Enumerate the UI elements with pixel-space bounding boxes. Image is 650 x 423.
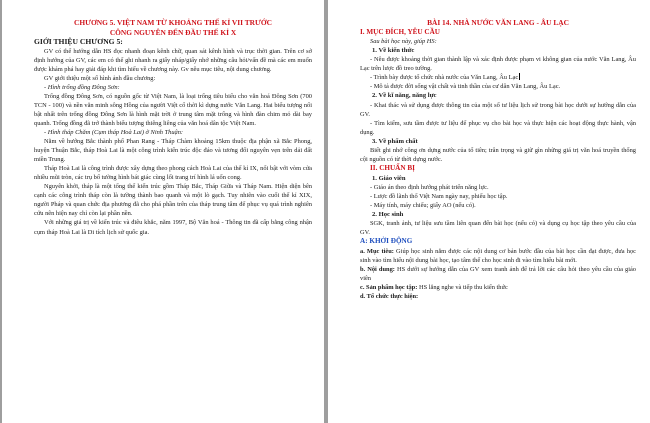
subheading: 1. Về kiến thức bbox=[372, 47, 415, 55]
image-caption-drum: - Hình trống đồng Đông Sơn: bbox=[44, 83, 120, 91]
paragraph: - Lược đồ lãnh thổ Việt Nam ngày nay, phiếu học tập. bbox=[370, 192, 508, 200]
paragraph: SGK, tranh ảnh, tư liệu sưu tầm liên quan đến bài học (nếu có) và dụng cụ học tập theo yêu cầu của GV. bbox=[360, 220, 636, 237]
paragraph: - Máy tính, máy chiếu; giấy AO (nếu có). bbox=[370, 201, 476, 209]
paragraph: Biết ghi nhớ công ơn dựng nước của tổ tiên; trân trọng và giữ gìn những giá trị văn hoá truyền thống cội nguồn có từ thời dựng nước. bbox=[360, 147, 636, 164]
subheading: 3. Về phẩm chất bbox=[372, 137, 418, 145]
product-paragraph bbox=[360, 283, 636, 292]
paragraph: Tháp Hoà Lai là công trình được xây dựng theo phong cách Hoà Lai của thế kỉ IX, nổi bật với vòm cửa nhiều mũi tròn, các trụ bổ tường hình bát giác cùng lối trang trí hình lá uốn cong. bbox=[34, 165, 312, 182]
organization-label: d. Tổ chức thực hiện: bbox=[360, 292, 419, 300]
objective-paragraph bbox=[360, 247, 636, 265]
chapter-title-line-1: CHƯƠNG 5. VIỆT NAM TỪ KHOẢNG THẾ KỈ VII TRƯỚC bbox=[74, 18, 272, 27]
lesson-title: BÀI 14. NHÀ NƯỚC VĂN LANG - ÂU LẠC bbox=[427, 18, 569, 27]
paragraph: - Nêu được khoảng thời gian thành lập và xác định được phạm vi không gian của nước Văn Lang, Âu Lạc trên lược đồ treo tường. bbox=[360, 56, 636, 73]
text: HS lắng nghe và tiếp thu kiến thức bbox=[417, 283, 508, 291]
label: a. Mục tiêu: bbox=[360, 247, 394, 255]
text: Giúp học sinh nắm được các nội dung cơ bản bước đầu của bài học cần đạt được, đưa học sinh vào tìm hiểu nội dung bài học, tạo tâm thế cho học sinh đi vào tìm hiểu bài mới. bbox=[360, 247, 636, 264]
paragraph: - Giáo án theo định hướng phát triển năng lực. bbox=[370, 183, 489, 191]
paragraph: Nguyên khởi, tháp là một tổng thể kiến trúc gồm Tháp Bắc, Tháp Giữa và Tháp Nam. Hiện diện bên cạnh các công trình tháp còn là tường thành bao quanh và một lò gạch. Tuy nhiên vào cuối thế kỉ XIX, người Pháp và quan chức địa phương đã cho phá phần trên của tháp trung tâm để phục vụ quá trình nghiên cứu nên hiện nay chỉ còn lại phần nền. bbox=[34, 183, 312, 218]
section-heading: I. MỤC ĐÍCH, YÊU CẦU bbox=[360, 27, 440, 36]
paragraph: - Mô tả được đời sống vật chất và tinh thần của cư dân Văn Lang, Âu Lạc. bbox=[370, 83, 561, 91]
text: - Trình bày được tổ chức nhà nước của Văn Lang, Âu Lạc bbox=[370, 74, 519, 82]
subheading: 2. Học sinh bbox=[372, 210, 404, 218]
paragraph: GV giới thiệu một số hình ảnh đầu chương: bbox=[44, 74, 156, 82]
document-page-right bbox=[328, 0, 650, 423]
text-cursor bbox=[519, 73, 520, 80]
chapter-intro-heading: GIỚI THIỆU CHƯƠNG 5: bbox=[34, 37, 123, 47]
subheading: 1. Giáo viên bbox=[372, 174, 406, 182]
section-heading-blue: A: KHỞI ĐỘNG bbox=[360, 237, 413, 246]
chapter-title bbox=[34, 18, 312, 37]
label: b. Nội dung: bbox=[360, 265, 395, 273]
document-page-left bbox=[2, 0, 324, 423]
paragraph: Sau bài học này, giúp HS: bbox=[370, 38, 437, 45]
paragraph: - Khai thác và sử dụng được thông tin của một số tư liệu lịch sử trong bài học dưới sự hướng dẫn của GV. bbox=[360, 101, 636, 118]
chapter-title-line-2: CÔNG NGUYÊN ĐẾN ĐẦU THẾ KỈ X bbox=[109, 27, 237, 37]
paragraph: Nằm về hướng Bắc thành phố Phan Rang - Tháp Chàm khoảng 15km thuộc địa phận xã Bắc Phong, huyện Thuận Bắc, tháp Hoà Lai là một công trình kiến trúc độc đáo và tương đối nguyên vẹn trên dải đất miền Trung. bbox=[34, 138, 312, 164]
content-paragraph bbox=[360, 265, 636, 283]
paragraph: - Tìm kiếm, sưu tầm được tư liệu để phục vụ cho bài học và thực hiện các hoạt động thực hành, vận dụng. bbox=[360, 119, 636, 136]
text: HS dưới sự hướng dẫn của GV xem tranh ảnh để trả lời các câu hỏi theo yêu cầu của giáo viên bbox=[360, 265, 637, 282]
paragraph: Với những giá trị về kiến trúc và điêu khắc, năm 1997, Bộ Văn hoá - Thông tin đã cấp bằng công nhận cụm tháp Hoà Lai là Di tích lịch sử quốc gia. bbox=[34, 219, 312, 236]
paragraph-with-cursor[interactable] bbox=[360, 73, 636, 82]
image-caption-tower: - Hình tháp Chăm (Cụm tháp Hoà Lai) ở Ninh Thuận: bbox=[44, 129, 184, 137]
subheading: 2. Về kĩ năng, năng lực bbox=[372, 92, 437, 100]
label: c. Sản phẩm học tập: bbox=[360, 283, 418, 291]
section-heading: II. CHUẨN BỊ bbox=[370, 164, 415, 173]
paragraph: Trống đồng Đông Sơn, có nguồn gốc từ Việt Nam, là loại trống tiêu biểu cho văn hoá Đông Sơn (700 TCN - 100) và nền văn minh sông Hồng của người Việt cổ thời kì dựng nước Văn Lang. Hai biểu tượng nổi bật nhất trên trống đồng Đông Sơn là hình mặt trời ở trung tâm mặt trống và hình đàn chim mỏ dài bay quanh. Trống đồng đã trở thành biểu tượng thiêng liêng của văn hoá dân tộc Việt Nam. bbox=[34, 92, 312, 127]
paragraph: GV có thể hướng dẫn HS đọc nhanh đoạn kênh chữ, quan sát kênh hình và trục thời gian. Trên cơ sở định hướng của GV, các em có thể ghi nhanh ra giấy nháp/giấy nhớ những câu hỏi/vấn đề mà các em muốn được khám phá hay giải đáp khi tìm hiểu về chương này. Gv nêu mục tiêu, nội dung chương. bbox=[34, 47, 312, 73]
